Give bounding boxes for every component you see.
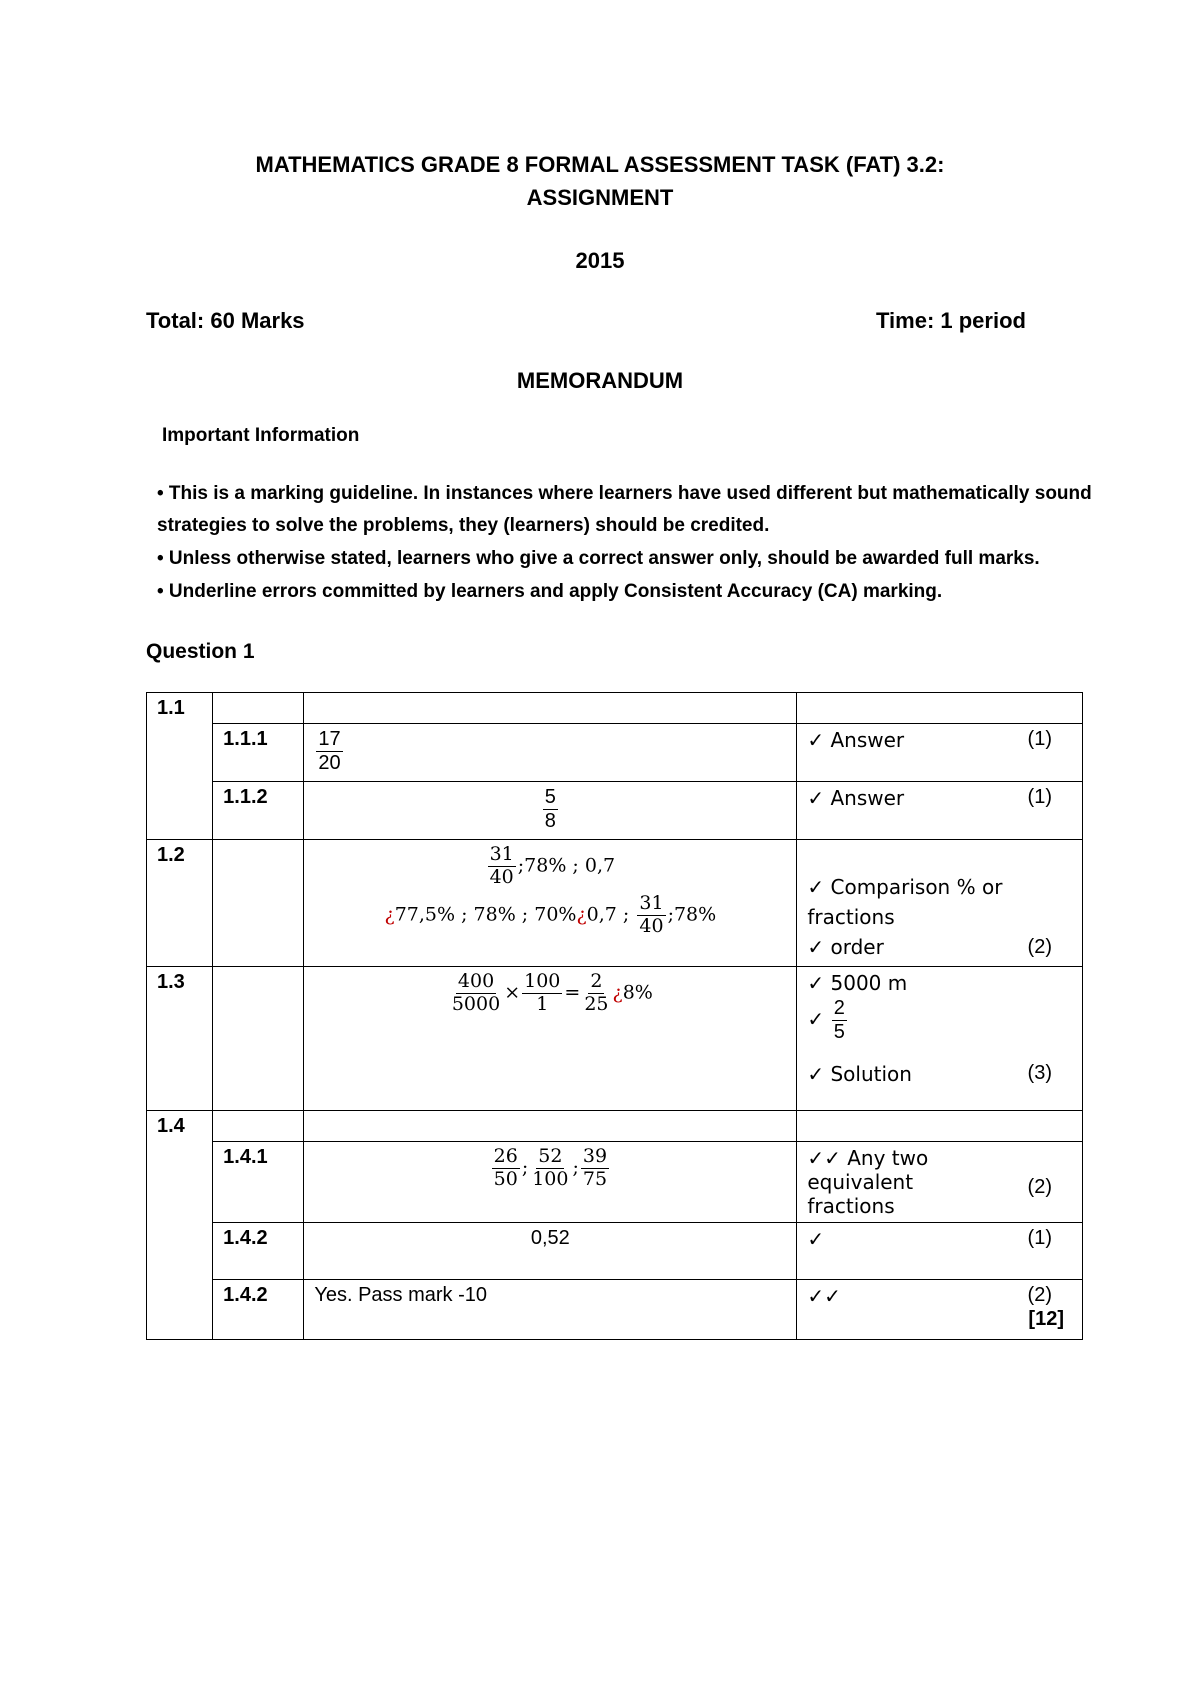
- sub-question-number: 1.4.1: [213, 1142, 304, 1223]
- info-bullet-3: • Underline errors committed by learners and apply Consistent Accuracy (CA) marking.: [157, 581, 943, 602]
- answer-cell: 0,52: [304, 1223, 797, 1280]
- answer-cell: $\frac{31}{40}$ ;78% ; 0,7 ¿77,5% ; 78% ; 70%¿0,7 ; $\frac{31}{40}$ ;78%: [304, 840, 797, 967]
- sub-question-number: 1.1.1: [213, 724, 304, 782]
- answer-cell: $\frac{400}{5000}$ × $\frac{100}{1}$ = $\frac{2}{25}$ ¿8%: [304, 967, 797, 1111]
- sub-question-number: 1.1.2: [213, 782, 304, 840]
- question-number: 1.3: [147, 967, 213, 1111]
- memorandum-heading: MEMORANDUM: [516, 368, 684, 393]
- title-line-1: MATHEMATICS GRADE 8 FORMAL ASSESSMENT TASK (FAT) 3.2:: [255, 152, 945, 177]
- sub-question-number: 1.4.2: [213, 1223, 304, 1280]
- table-row: [147, 840, 1083, 967]
- table-row: [147, 1280, 1083, 1340]
- table-row: [147, 724, 1083, 782]
- table-row: [147, 782, 1083, 840]
- question-heading: Question 1: [146, 640, 255, 663]
- info-bullet-1-line-2: strategies to solve the problems, they (learners) should be credited.: [157, 515, 770, 536]
- answer-cell: Yes. Pass mark -10: [304, 1280, 797, 1340]
- mark-cell: ✓ 5000 m ✓ $\frac{2}{5}$ ✓ Solution (3): [797, 967, 1083, 1111]
- info-bullet-1-line-1: • This is a marking guideline. In instances where learners have used different but mathematically sound: [157, 483, 1092, 504]
- question-number: 1.4: [147, 1111, 213, 1340]
- mark-cell: ✓ Answer (1): [797, 724, 1083, 782]
- mark-cell: ✓ (1): [797, 1223, 1083, 1280]
- question-number: 1.2: [147, 840, 213, 967]
- info-bullet-2: • Unless otherwise stated, learners who give a correct answer only, should be awarded full marks.: [157, 548, 1040, 569]
- answer-cell: [304, 724, 797, 782]
- mark-cell: ✓✓ (2) [12]: [797, 1280, 1083, 1340]
- answer-cell: [304, 782, 797, 840]
- fraction: $\frac{17}{20}$: [318, 728, 341, 774]
- question-number: 1.1: [147, 693, 213, 840]
- info-heading: Important Information: [162, 425, 360, 446]
- mark-cell: ✓ Comparison % or fractions ✓ order (2): [797, 840, 1083, 967]
- fraction: $\frac{5}{8}$: [544, 786, 556, 832]
- mark-cell: ✓ Answer (1): [797, 782, 1083, 840]
- title-line-2: ASSIGNMENT: [526, 185, 674, 210]
- table-row: [147, 693, 1083, 724]
- table-row: [147, 1142, 1083, 1223]
- table-row: [147, 1111, 1083, 1142]
- table-row: [147, 967, 1083, 1111]
- answer-cell: $\frac{26}{50}$ ; $\frac{52}{100}$ ; $\frac{39}{75}$: [304, 1142, 797, 1223]
- year: 2015: [575, 248, 625, 273]
- question-total: [12]: [1028, 1308, 1064, 1330]
- table-row: [147, 1223, 1083, 1280]
- sub-question-number: 1.4.2: [213, 1280, 304, 1340]
- time-allowed: Time: 1 period: [876, 308, 1026, 333]
- total-marks: Total: 60 Marks: [146, 308, 305, 333]
- marking-table: [146, 692, 1083, 1340]
- mark-cell: ✓✓ Any two equivalent fractions (2): [797, 1142, 1083, 1223]
